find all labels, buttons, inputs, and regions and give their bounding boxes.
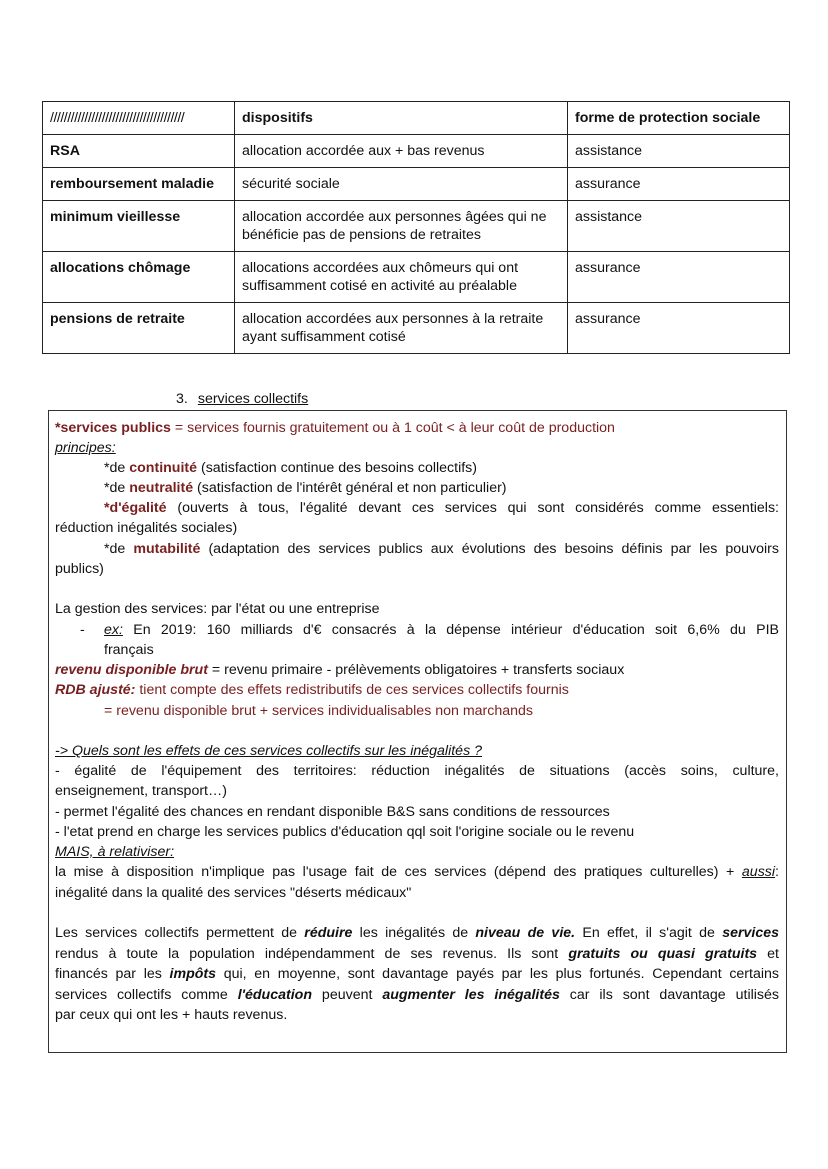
- summary-text: rendus à toute la population indépendamment de ses revenus. Ils sont: [55, 946, 569, 962]
- row-forme: assistance: [568, 201, 790, 252]
- row-dispositif: allocations accordées aux chômeurs qui ont suffisamment cotisé en activité au préalable: [235, 252, 568, 303]
- row-dispositif: allocation accordée aux + bas revenus: [235, 135, 568, 168]
- row-forme: assurance: [568, 168, 790, 201]
- summary-emph: niveau de vie.: [475, 925, 576, 941]
- rdba-line: [55, 680, 569, 700]
- table-row: [43, 201, 790, 252]
- principle-term: neutralité: [129, 480, 194, 496]
- rdb-line: [55, 660, 624, 680]
- header-cell-hatch: ///////////////////////////////////////: [43, 102, 235, 135]
- definition-term: *services publics: [55, 420, 171, 436]
- row-forme: assistance: [568, 135, 790, 168]
- principle-continuite: [104, 458, 477, 478]
- mais-line-2: inégalité dans la qualité des services "déserts médicaux": [55, 885, 412, 901]
- summary-emph: services: [722, 925, 779, 941]
- principle-term: continuité: [129, 460, 198, 476]
- mais-label-text: MAIS, à relativiser:: [55, 844, 175, 860]
- summary-line-3: [55, 964, 779, 984]
- summary-line-1: [55, 923, 779, 943]
- principes-label: [55, 438, 116, 458]
- section-heading: [176, 391, 308, 407]
- summary-emph: l'éducation: [237, 987, 313, 1003]
- rdb-text: = revenu primaire - prélèvements obligatoires + transferts sociaux: [207, 662, 625, 678]
- table-row: [43, 135, 790, 168]
- summary-text: car ils sont davantage utilisés: [559, 987, 779, 1003]
- definition-text: = services fournis gratuitement ou à 1 coût < à leur coût de production: [170, 420, 615, 436]
- principle-term: *d'égalité: [104, 500, 167, 516]
- rdba-text: tient compte des effets redistributifs de ces services collectifs fournis: [135, 682, 569, 698]
- summary-text: les inégalités de: [352, 925, 476, 941]
- table-row: [43, 303, 790, 354]
- example-line-cont: français: [104, 642, 154, 658]
- principle-mutabilite-cont: publics): [55, 561, 104, 577]
- rdba-term: RDB ajusté:: [55, 682, 136, 698]
- effect-line-1-cont: enseignement, transport…): [55, 783, 227, 799]
- summary-text: Les services collectifs permettent de: [55, 925, 305, 941]
- header-cell-dispositifs: dispositifs: [235, 102, 568, 135]
- principle-prefix: *de: [104, 480, 130, 496]
- summary-text: services collectifs comme: [55, 987, 238, 1003]
- rdb-term: revenu disponible brut: [55, 662, 208, 678]
- example-label: ex:: [104, 622, 123, 638]
- definition-line: [55, 418, 615, 438]
- row-name: allocations chômage: [43, 252, 235, 303]
- protection-table: [42, 101, 790, 354]
- question-line: [55, 741, 482, 761]
- rdba-equation: = revenu disponible brut + services individualisables non marchands: [104, 703, 534, 719]
- summary-text: En effet, il s'agit de: [575, 925, 723, 941]
- summary-line-2: [55, 944, 779, 964]
- summary-emph: impôts: [169, 966, 217, 982]
- summary-line-5: par ceux qui ont les + hauts revenus.: [55, 1007, 288, 1023]
- gestion-line: La gestion des services: par l'état ou une entreprise: [55, 601, 380, 617]
- summary-text: et: [757, 946, 779, 962]
- summary-emph: augmenter les inégalités: [382, 987, 560, 1003]
- row-name: remboursement maladie: [43, 168, 235, 201]
- mais-colon: :: [775, 864, 779, 880]
- summary-text: qui, en moyenne, sont davantage payés par les plus fortunés. Cependant certains: [216, 966, 779, 982]
- row-forme: assurance: [568, 252, 790, 303]
- principle-egalite-cont: réduction inégalités sociales): [55, 520, 238, 536]
- example-dash: -: [80, 622, 85, 638]
- principle-neutralite: [104, 478, 507, 498]
- summary-text: financés par les: [55, 966, 170, 982]
- principes-label-text: principes:: [55, 440, 116, 456]
- principle-text: (adaptation des services publics aux évolutions des besoins définis par les pouvoirs: [200, 541, 779, 557]
- summary-emph: gratuits ou quasi gratuits: [568, 946, 758, 962]
- effect-line-3: - l'etat prend en charge les services publics d'éducation qql soit l'origine sociale ou le revenu: [55, 824, 635, 840]
- table-row: [43, 168, 790, 201]
- row-dispositif: allocation accordée aux personnes âgées qui ne bénéficie pas de pensions de retraites: [235, 201, 568, 252]
- principle-text: (satisfaction de l'intérêt général et non particulier): [193, 480, 507, 496]
- header-cell-forme: forme de protection sociale: [568, 102, 790, 135]
- row-dispositif: sécurité sociale: [235, 168, 568, 201]
- table-header-row: [43, 102, 790, 135]
- principle-prefix: *de: [104, 460, 130, 476]
- principle-text: (satisfaction continue des besoins collectifs): [197, 460, 477, 476]
- example-line: [104, 620, 779, 640]
- row-name: pensions de retraite: [43, 303, 235, 354]
- section-title: services collectifs: [197, 391, 309, 407]
- principle-text: (ouverts à tous, l'égalité devant ces services qui sont considérés comme essentiels:: [166, 500, 779, 516]
- question-text: -> Quels sont les effets de ces services collectifs sur les inégalités ?: [55, 743, 482, 759]
- mais-aussi: aussi: [741, 864, 776, 880]
- mais-line-1: [55, 862, 779, 882]
- principle-prefix: *de: [104, 541, 134, 557]
- principle-term: mutabilité: [133, 541, 201, 557]
- summary-text: peuvent: [312, 987, 383, 1003]
- section-number: 3.: [176, 391, 188, 407]
- summary-emph: réduire: [304, 925, 353, 941]
- example-text: En 2019: 160 milliards d'€ consacrés à la dépense intérieur d'éducation soit 6,6% du PIB: [122, 622, 779, 638]
- principle-mutabilite: [104, 539, 779, 559]
- effect-line-1: - égalité de l'équipement des territoires: réduction inégalités de situations (accès soins, culture,: [55, 763, 779, 779]
- mais-label: [55, 842, 174, 862]
- summary-line-4: [55, 985, 779, 1005]
- mais-text: la mise à disposition n'implique pas l'usage fait de ces services (dépend des pratiques culturelles) +: [55, 864, 742, 880]
- row-name: RSA: [43, 135, 235, 168]
- row-name: minimum vieillesse: [43, 201, 235, 252]
- row-forme: assurance: [568, 303, 790, 354]
- effect-line-2: - permet l'égalité des chances en rendant disponible B&S sans conditions de ressources: [55, 804, 610, 820]
- principle-egalite: [104, 498, 779, 518]
- row-dispositif: allocation accordées aux personnes à la retraite ayant suffisamment cotisé: [235, 303, 568, 354]
- table-row: [43, 252, 790, 303]
